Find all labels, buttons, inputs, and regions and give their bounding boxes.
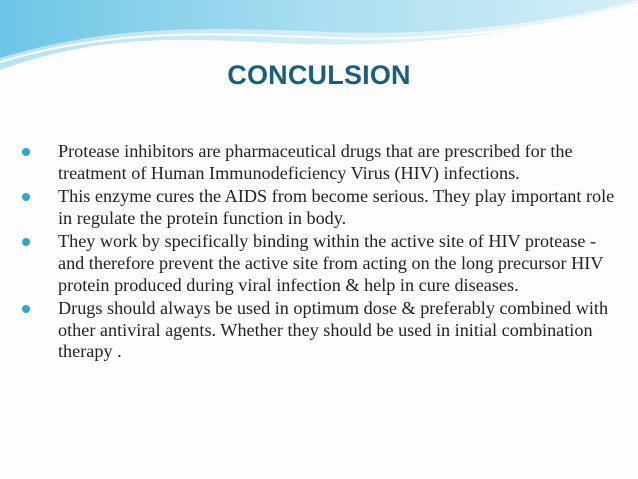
slide-title: CONCULSION bbox=[227, 60, 411, 90]
bullet-text: This enzyme cures the AIDS from become serious. They play important role in regulate the protein function in body. bbox=[58, 186, 615, 228]
bullet-text: They work by specifically binding within the active site of HIV protease - and therefore prevent the active site from acting on the long precursor HIV protein produced during viral infection & help in cure diseases. bbox=[58, 231, 604, 295]
bullet-dot-icon bbox=[22, 305, 30, 313]
bullet-list bbox=[22, 141, 618, 365]
bullet-text: Drugs should always be used in optimum dose & preferably combined with other antiviral agents. Whether they should be used in initial combination therapy . bbox=[58, 298, 609, 362]
bullet-item bbox=[22, 298, 618, 363]
bullet-dot-icon bbox=[22, 148, 30, 156]
bullet-item bbox=[22, 186, 618, 229]
bullet-text: Protease inhibitors are pharmaceutical drugs that are prescribed for the treatment of Human Immunodeficiency Virus (HIV) infections. bbox=[58, 141, 573, 183]
bullet-dot-icon bbox=[22, 238, 30, 246]
bullet-dot-icon bbox=[22, 193, 30, 201]
bullet-item bbox=[22, 231, 618, 296]
bullet-item bbox=[22, 141, 618, 184]
